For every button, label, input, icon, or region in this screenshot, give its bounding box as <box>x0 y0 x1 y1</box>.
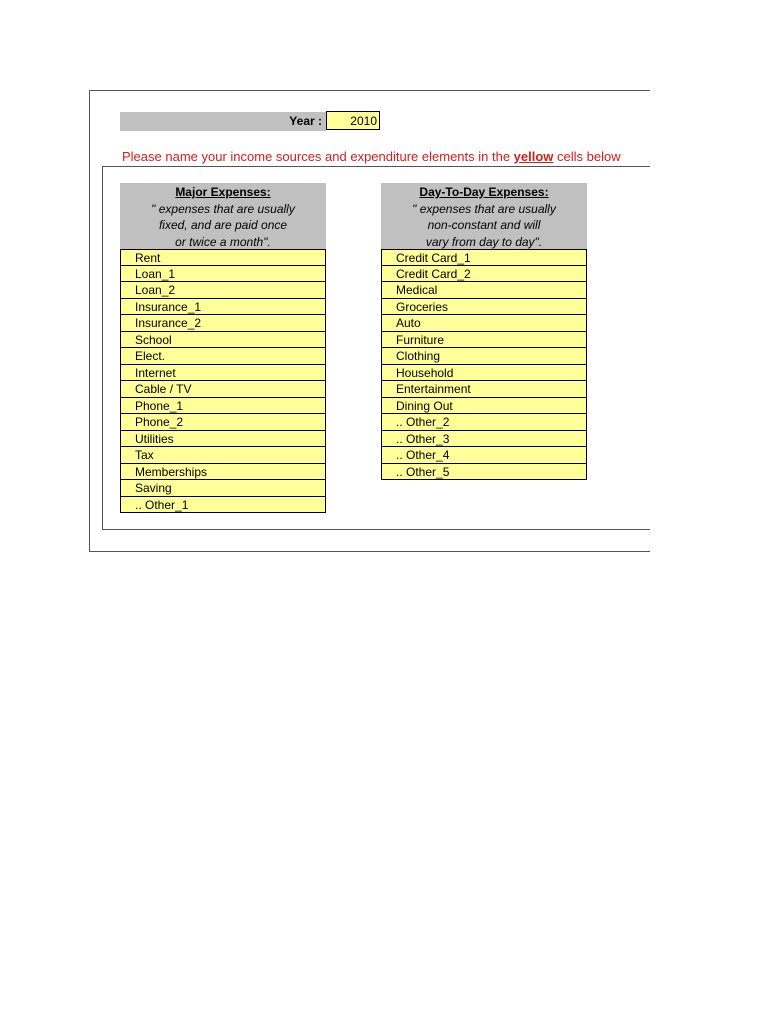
expense-input-cell[interactable]: Entertainment <box>381 381 587 398</box>
day-to-day-expenses-title: Day-To-Day Expenses: <box>419 185 549 199</box>
expense-input-cell[interactable]: Medical <box>381 282 587 299</box>
instruction-text-after: cells below <box>553 149 621 164</box>
expense-input-cell[interactable]: .. Other_3 <box>381 431 587 448</box>
expense-input-cell[interactable]: Tax <box>120 447 326 464</box>
expense-input-cell[interactable]: Loan_1 <box>120 266 326 283</box>
expense-input-cell[interactable]: Auto <box>381 315 587 332</box>
major-expenses-column <box>120 183 326 513</box>
year-input-cell[interactable]: 2010 <box>326 111 380 130</box>
expense-input-cell[interactable]: Loan_2 <box>120 282 326 299</box>
expense-input-cell[interactable]: Clothing <box>381 348 587 365</box>
day-to-day-expenses-note: " expenses that are usually non-constant and will vary from day to day". <box>412 201 556 249</box>
expense-input-cell[interactable]: Cable / TV <box>120 381 326 398</box>
expense-input-cell[interactable]: .. Other_5 <box>381 464 587 481</box>
expense-input-cell[interactable]: Phone_1 <box>120 398 326 415</box>
year-label: Year : <box>289 114 322 128</box>
expense-input-cell[interactable]: Insurance_1 <box>120 299 326 316</box>
expense-input-cell[interactable]: School <box>120 332 326 349</box>
expense-input-cell[interactable]: .. Other_2 <box>381 414 587 431</box>
major-expenses-note: " expenses that are usually fixed, and are paid once or twice a month". <box>151 201 295 249</box>
day-to-day-expenses-list <box>381 249 587 480</box>
expense-input-cell[interactable]: Elect. <box>120 348 326 365</box>
day-to-day-expenses-column <box>381 183 587 480</box>
expense-input-cell[interactable]: Utilities <box>120 431 326 448</box>
expense-input-cell[interactable]: .. Other_4 <box>381 447 587 464</box>
expense-input-cell[interactable]: Memberships <box>120 464 326 481</box>
instruction-text <box>122 148 642 166</box>
expense-input-cell[interactable]: Insurance_2 <box>120 315 326 332</box>
expense-input-cell[interactable]: Saving <box>120 480 326 497</box>
instruction-highlight-word: yellow <box>513 149 554 164</box>
expense-input-cell[interactable]: Rent <box>120 249 326 266</box>
expense-input-cell[interactable]: Phone_2 <box>120 414 326 431</box>
expense-input-cell[interactable]: Internet <box>120 365 326 382</box>
day-to-day-expenses-header <box>381 183 587 249</box>
expense-input-cell[interactable]: Credit Card_2 <box>381 266 587 283</box>
expense-input-cell[interactable]: Credit Card_1 <box>381 249 587 266</box>
expense-input-cell[interactable]: Furniture <box>381 332 587 349</box>
major-expenses-header <box>120 183 326 249</box>
expense-input-cell[interactable]: Household <box>381 365 587 382</box>
major-expenses-list <box>120 249 326 513</box>
instruction-text-before: Please name your income sources and expenditure elements in the <box>122 149 514 164</box>
expense-input-cell[interactable]: Dining Out <box>381 398 587 415</box>
expense-input-cell[interactable]: .. Other_1 <box>120 497 326 514</box>
major-expenses-title: Major Expenses: <box>175 185 271 199</box>
expense-input-cell[interactable]: Groceries <box>381 299 587 316</box>
